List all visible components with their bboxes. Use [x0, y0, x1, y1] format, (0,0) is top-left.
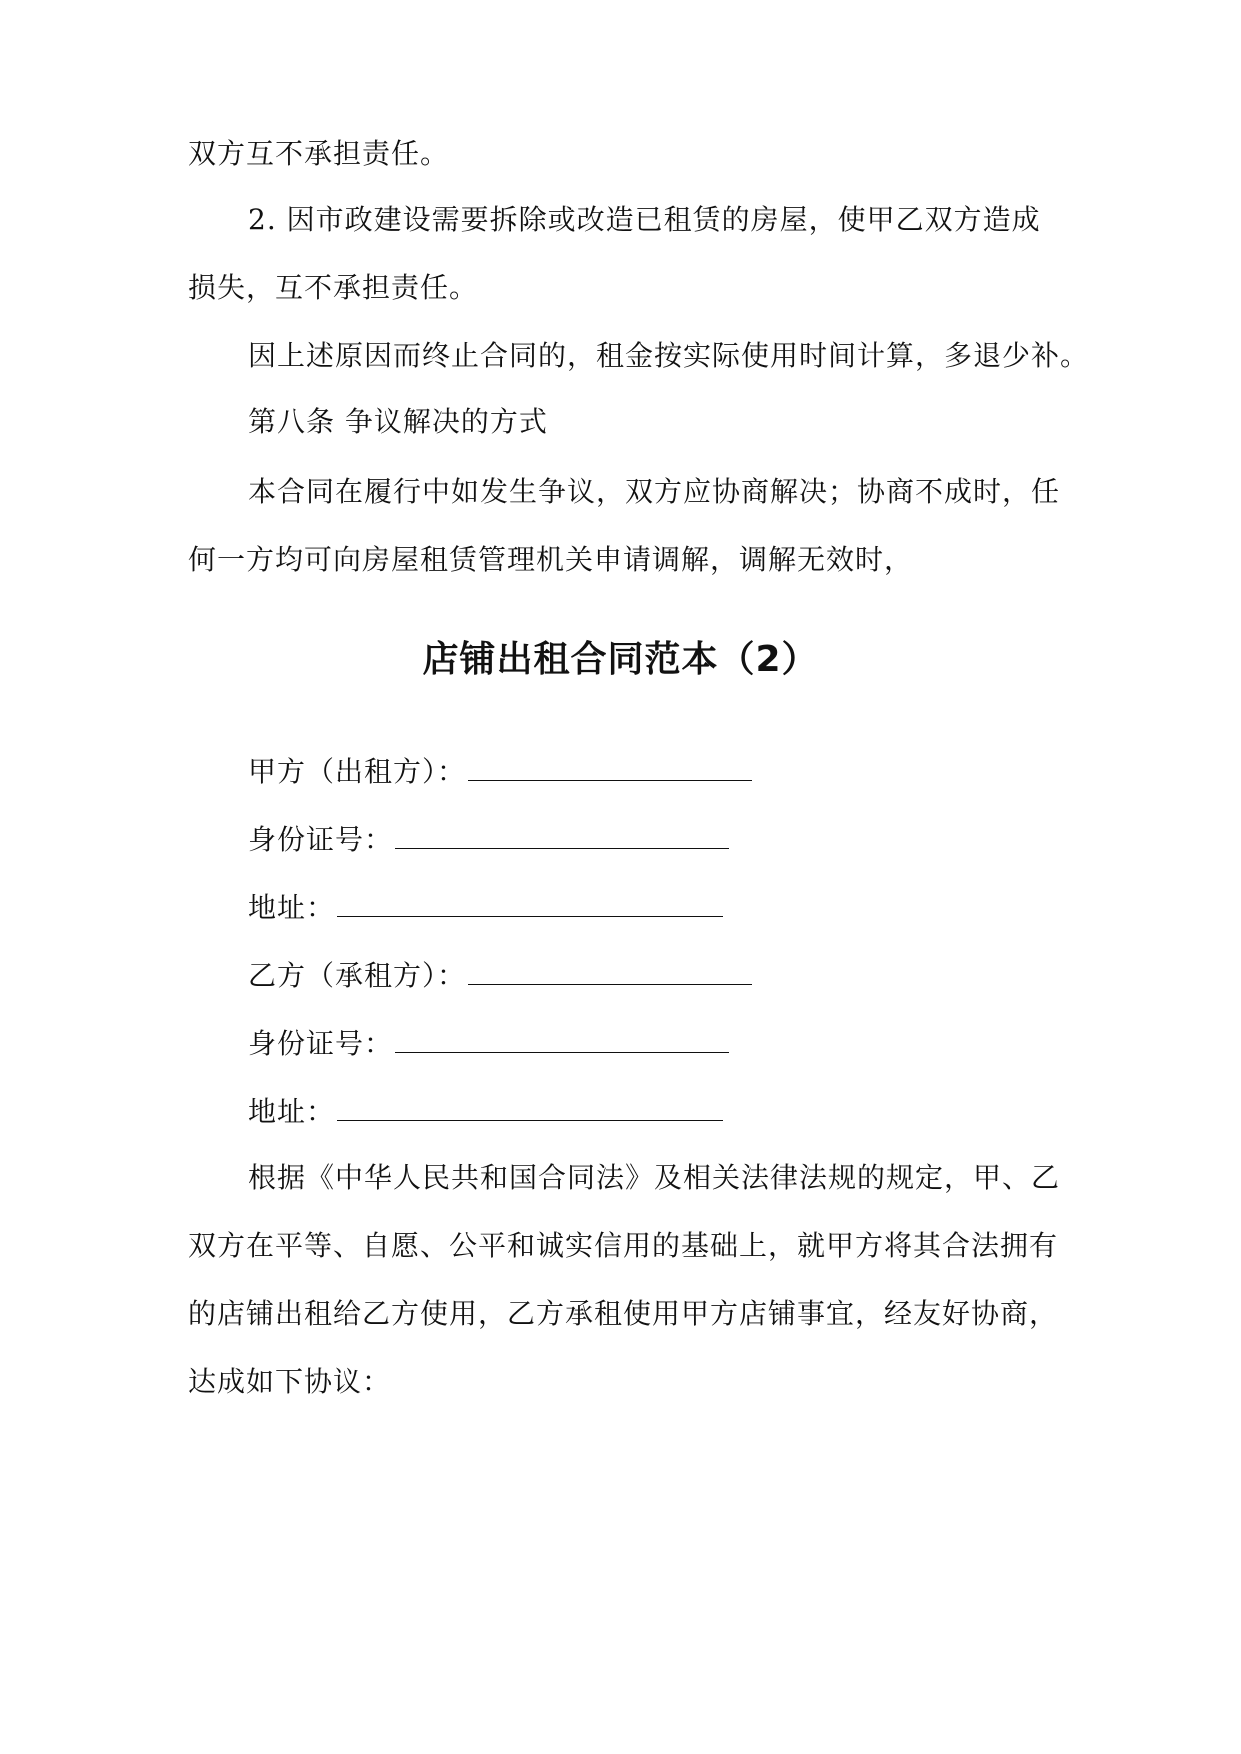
- party-a-name-blank: [468, 754, 752, 781]
- party-a-id-row: [248, 820, 1118, 860]
- party-a-row: [248, 752, 1118, 792]
- party-b-id-row: [248, 1024, 1118, 1064]
- preamble-line-1: 根据《中华人民共和国合同法》及相关法律法规的规定，甲、乙: [248, 1161, 1061, 1194]
- article-8-heading: 第八条 争议解决的方式: [248, 405, 548, 438]
- clause-2-line-1: 2. 因市政建设需要拆除或改造已租赁的房屋，使甲乙双方造成: [248, 203, 1041, 236]
- party-a-id-blank: [395, 822, 729, 849]
- party-b-address-blank: [337, 1094, 723, 1121]
- text-line: 双方互不承担责任。: [188, 137, 450, 170]
- party-b-name-blank: [468, 958, 752, 985]
- party-a-id-label: 身份证号：: [248, 823, 394, 856]
- party-a-address-label: 地址：: [248, 891, 336, 924]
- party-b-label: 乙方（承租方）：: [248, 959, 467, 992]
- party-b-id-blank: [395, 1026, 729, 1053]
- preamble-line-4: 达成如下协议：: [188, 1365, 392, 1398]
- clause-2-line-2: 损失，互不承担责任。: [188, 271, 479, 304]
- party-b-address-row: [248, 1092, 1118, 1132]
- article-8-line-2: 何一方均可向房屋租赁管理机关申请调解，调解无效时，: [188, 543, 914, 576]
- party-b-id-label: 身份证号：: [248, 1027, 394, 1060]
- preamble-line-2: 双方在平等、自愿、公平和诚实信用的基础上，就甲方将其合法拥有: [188, 1229, 1059, 1262]
- party-a-address-blank: [337, 890, 723, 917]
- termination-note: 因上述原因而终止合同的，租金按实际使用时间计算，多退少补。: [248, 339, 1090, 372]
- article-8-line-1: 本合同在履行中如发生争议，双方应协商解决；协商不成时，任: [248, 475, 1061, 508]
- party-b-address-label: 地址：: [248, 1095, 336, 1128]
- party-b-row: [248, 956, 1118, 996]
- party-a-address-row: [248, 888, 1118, 928]
- preamble-line-3: 的店铺出租给乙方使用，乙方承租使用甲方店铺事宜，经友好协商，: [188, 1297, 1059, 1330]
- party-a-label: 甲方（出租方）：: [248, 755, 467, 788]
- contract-title: 店铺出租合同范本（2）: [422, 639, 819, 680]
